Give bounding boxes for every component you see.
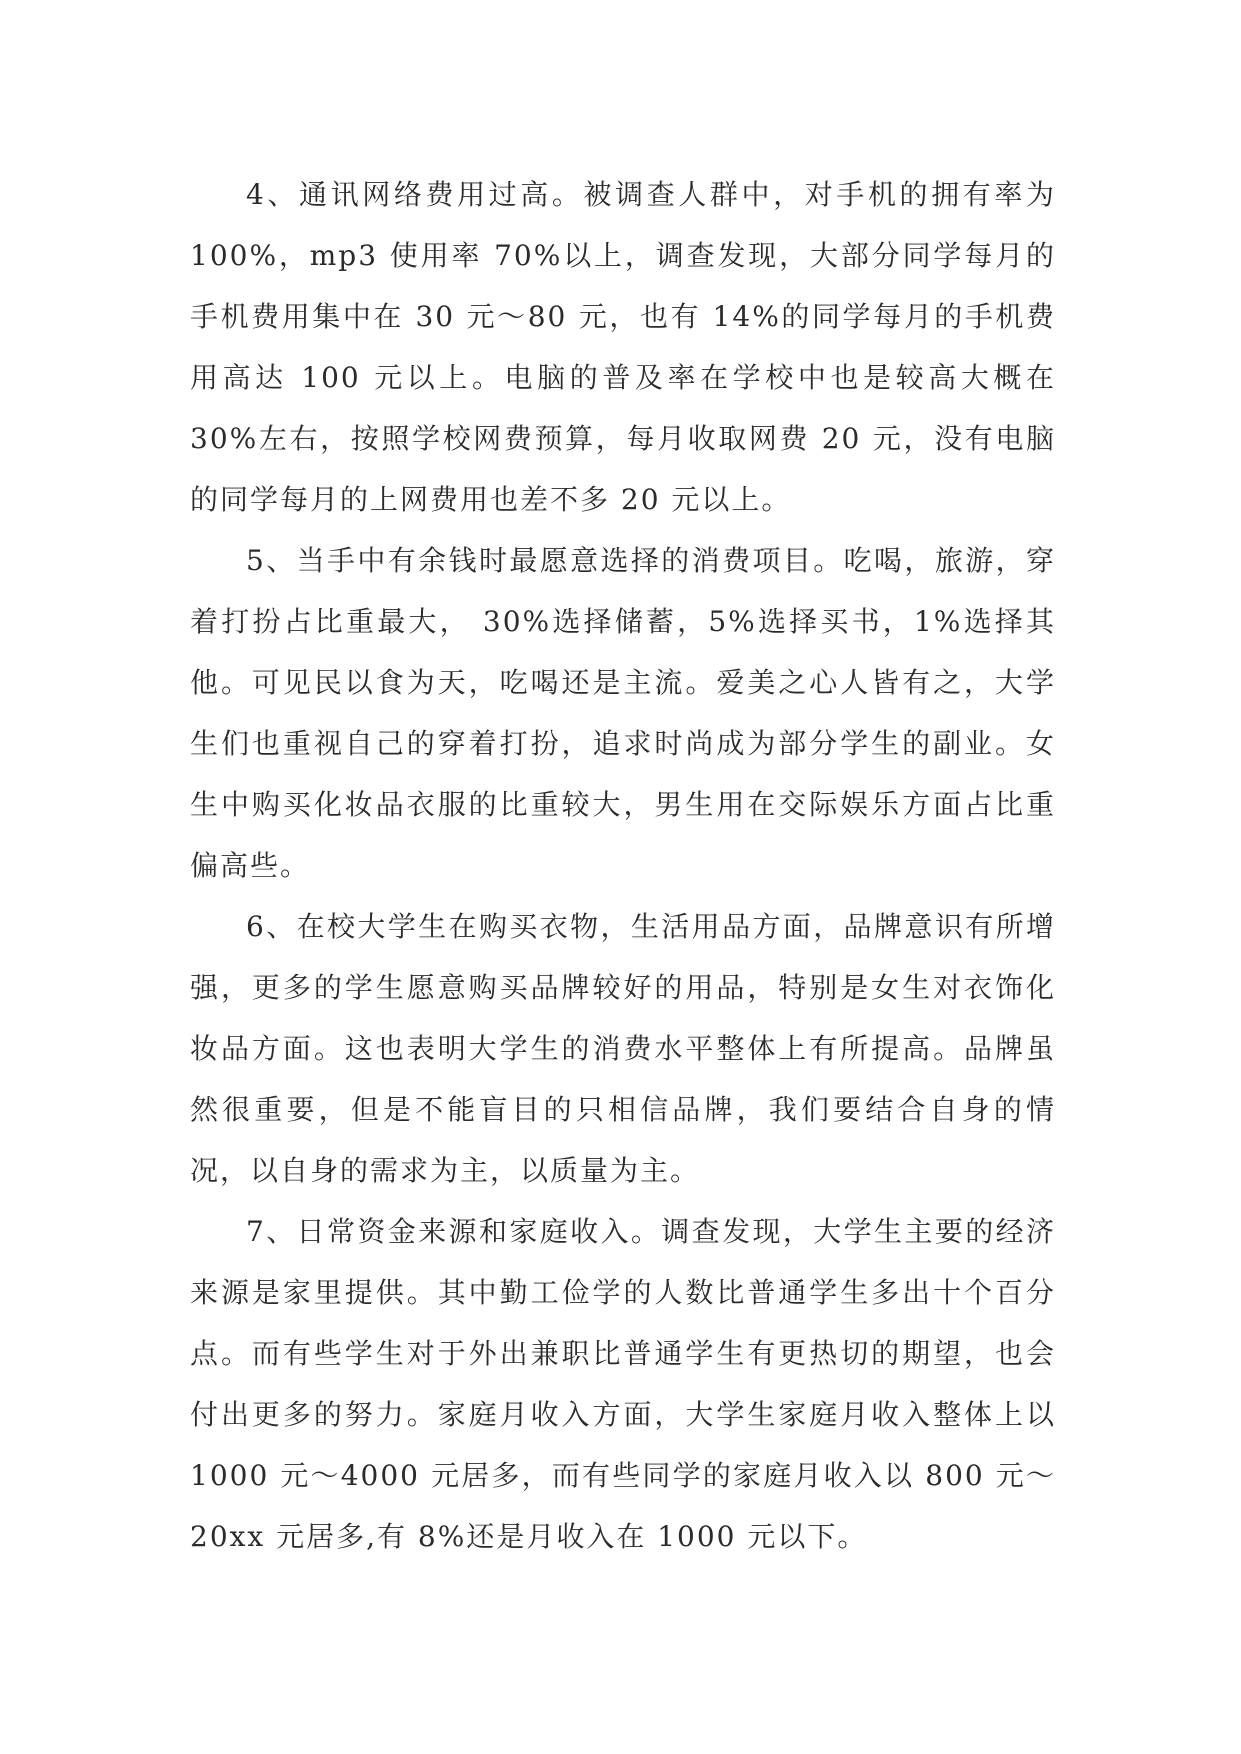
document-body bbox=[190, 164, 1056, 1567]
paragraph-7: 7、日常资金来源和家庭收入。调查发现，大学生主要的经济来源是家里提供。其中勤工俭学的人数比普通学生多出十个百分点。而有些学生对于外出兼职比普通学生有更热切的期望，也会付出更多的努力。家庭月收入方面，大学生家庭月收入整体上以 1000 元～4000 元居多，而有些同学的家庭月收入以 800 元～20xx 元居多,有 8%还是月收入在 1000 元以下。 bbox=[190, 1215, 1056, 1553]
paragraph-6: 6、在校大学生在购买衣物，生活用品方面，品牌意识有所增强，更多的学生愿意购买品牌较好的用品，特别是女生对衣饰化妆品方面。这也表明大学生的消费水平整体上有所提高。品牌虽然很重要，但是不能盲目的只相信品牌，我们要结合自身的情况，以自身的需求为主，以质量为主。 bbox=[190, 910, 1056, 1187]
paragraph-4: 4、通讯网络费用过高。被调查人群中，对手机的拥有率为 100%，mp3 使用率 70%以上，调查发现，大部分同学每月的手机费用集中在 30 元～80 元，也有 14%的同学每月的手机费用高达 100 元以上。电脑的普及率在学校中也是较高大概在 30%左右，按照学校网费预算，每月收取网费 20 元，没有电脑的同学每月的上网费用也差不多 20 元以上。 bbox=[190, 178, 1056, 516]
paragraph-5: 5、当手中有余钱时最愿意选择的消费项目。吃喝，旅游，穿着打扮占比重最大， 30%选择储蓄，5%选择买书，1%选择其他。可见民以食为天，吃喝还是主流。爱美之心人皆有之，大学生们也重视自己的穿着打扮，追求时尚成为部分学生的副业。女生中购买化妆品衣服的比重较大，男生用在交际娱乐方面占比重偏高些。 bbox=[190, 544, 1056, 882]
